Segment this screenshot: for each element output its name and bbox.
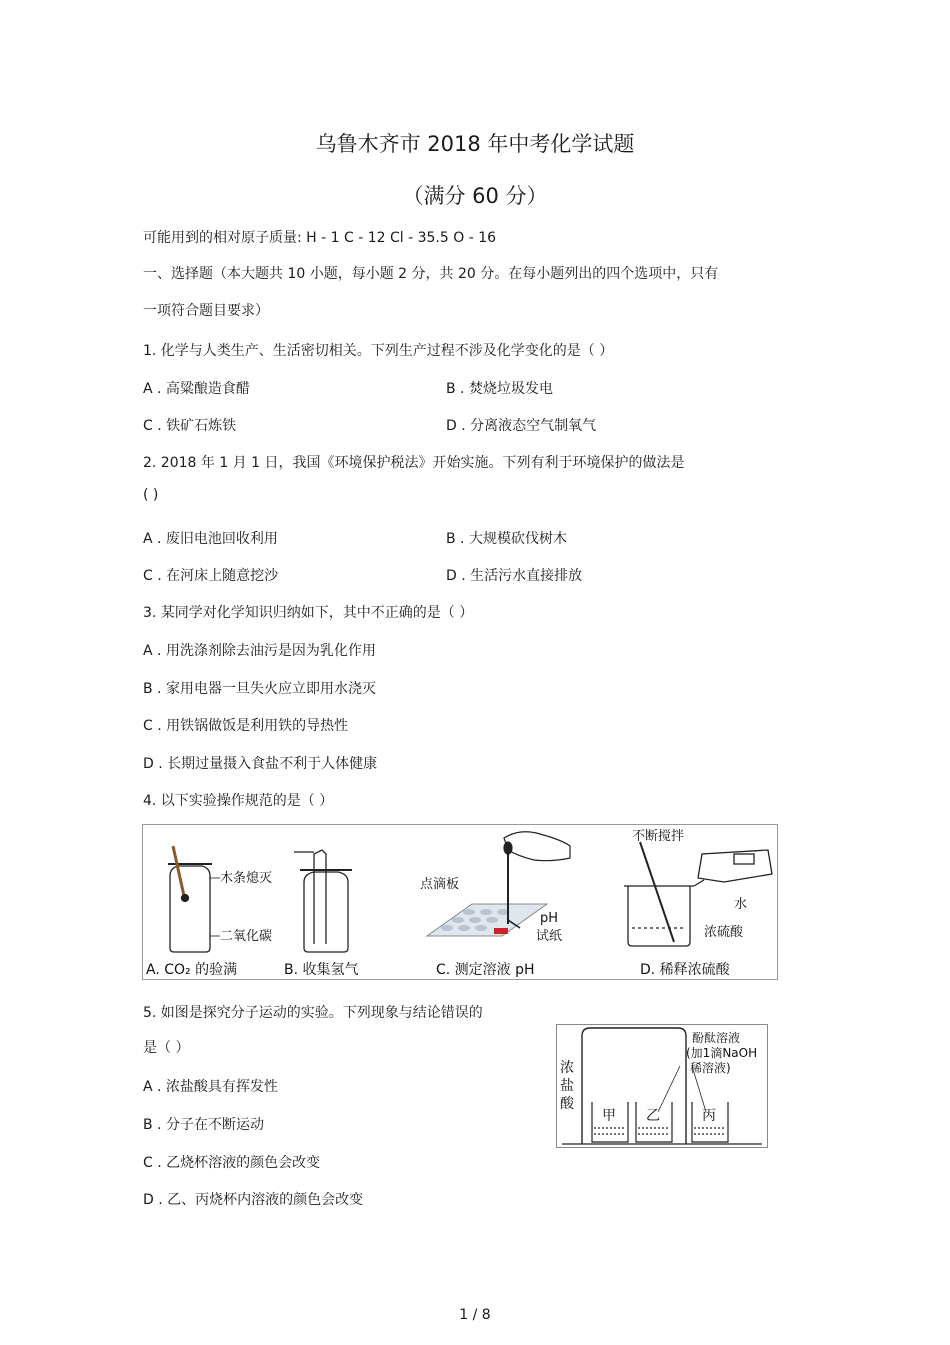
label-naoh: (加1滴NaOH	[686, 1046, 758, 1060]
q5-option-d: D . 乙、丙烧杯内溶液的颜色会改变	[143, 1192, 364, 1208]
label-spot-plate: 点滴板	[420, 877, 460, 892]
q1-option-d: D . 分离液态空气制氧气	[446, 418, 597, 434]
label-test-paper: 试纸	[536, 929, 563, 944]
label-ph: pH	[540, 911, 559, 926]
q3-option-b: B . 家用电器一旦失火应立即用水浇灭	[143, 681, 376, 697]
label-phenolphthalein: 酚酞溶液	[692, 1031, 741, 1045]
q2-answer-paren: ( )	[143, 487, 159, 503]
q1-option-b: B . 焚烧垃圾发电	[446, 381, 553, 397]
q5-molecular-motion-figure	[556, 1024, 768, 1148]
label-wood-extinguished: 木条熄灭	[220, 871, 273, 886]
label-conc-hcl-2: 盐	[560, 1078, 574, 1094]
page-subtitle: （满分 60 分）	[402, 184, 548, 208]
q2-option-a: A . 废旧电池回收利用	[143, 531, 278, 547]
label-conc-hcl-3: 酸	[560, 1096, 574, 1112]
q1-option-c: C . 铁矿石炼铁	[143, 418, 237, 434]
caption-d: D. 稀释浓硫酸	[640, 962, 730, 978]
caption-b: B. 收集氢气	[284, 962, 359, 978]
label-bing: 丙	[702, 1108, 716, 1124]
question-2-stem: 2. 2018 年 1 月 1 日，我国《环境保护税法》开始实施。下列有利于环境保护的做法是	[143, 455, 685, 471]
label-water: 水	[734, 897, 748, 912]
q3-option-a: A . 用洗涤剂除去油污是因为乳化作用	[143, 643, 376, 659]
label-stirring: 不断搅拌	[632, 829, 685, 844]
label-carbon-dioxide: 二氧化碳	[220, 929, 273, 944]
q4-experiment-figure	[142, 824, 778, 980]
label-jia: 甲	[602, 1108, 616, 1124]
q5-option-b: B . 分子在不断运动	[143, 1117, 264, 1133]
page-title: 乌鲁木齐市 2018 年中考化学试题	[315, 132, 635, 156]
q2-option-b: B . 大规模砍伐树木	[446, 531, 567, 547]
question-5-stem-cont: 是（ ）	[143, 1040, 190, 1056]
section-heading-cont: 一项符合题目要求）	[143, 303, 269, 319]
q5-option-c: C . 乙烧杯溶液的颜色会改变	[143, 1155, 321, 1171]
question-5-stem: 5. 如图是探究分子运动的实验。下列现象与结论错误的	[143, 1005, 483, 1021]
label-conc-sulfuric-acid: 浓硫酸	[704, 925, 744, 940]
label-conc-hcl-1: 浓	[560, 1060, 574, 1076]
caption-a: A. CO₂ 的验满	[146, 962, 238, 978]
q5-option-a: A . 浓盐酸具有挥发性	[143, 1079, 278, 1095]
label-yi: 乙	[646, 1108, 660, 1124]
q1-option-a: A . 高粱酿造食醋	[143, 381, 250, 397]
question-3-stem: 3. 某同学对化学知识归纳如下，其中不正确的是（ ）	[143, 605, 474, 621]
q2-option-d: D . 生活污水直接排放	[446, 568, 583, 584]
question-1-stem: 1. 化学与人类生产、生活密切相关。下列生产过程不涉及化学变化的是（ ）	[143, 343, 614, 359]
caption-c: C. 测定溶液 pH	[436, 962, 535, 978]
section-heading: 一、选择题（本大题共 10 小题，每小题 2 分，共 20 分。在每小题列出的四个选项中，只有	[143, 266, 719, 282]
label-dilute-solution: 稀溶液)	[690, 1061, 731, 1075]
page-number: 1 / 8	[459, 1307, 491, 1323]
atomic-mass-line: 可能用到的相对原子质量: H - 1 C - 12 Cl - 35.5 O - 16	[143, 230, 497, 246]
q3-option-d: D . 长期过量摄入食盐不利于人体健康	[143, 756, 378, 772]
question-4-stem: 4. 以下实验操作规范的是（ ）	[143, 793, 334, 809]
q2-option-c: C . 在河床上随意挖沙	[143, 568, 279, 584]
q3-option-c: C . 用铁锅做饭是利用铁的导热性	[143, 718, 349, 734]
